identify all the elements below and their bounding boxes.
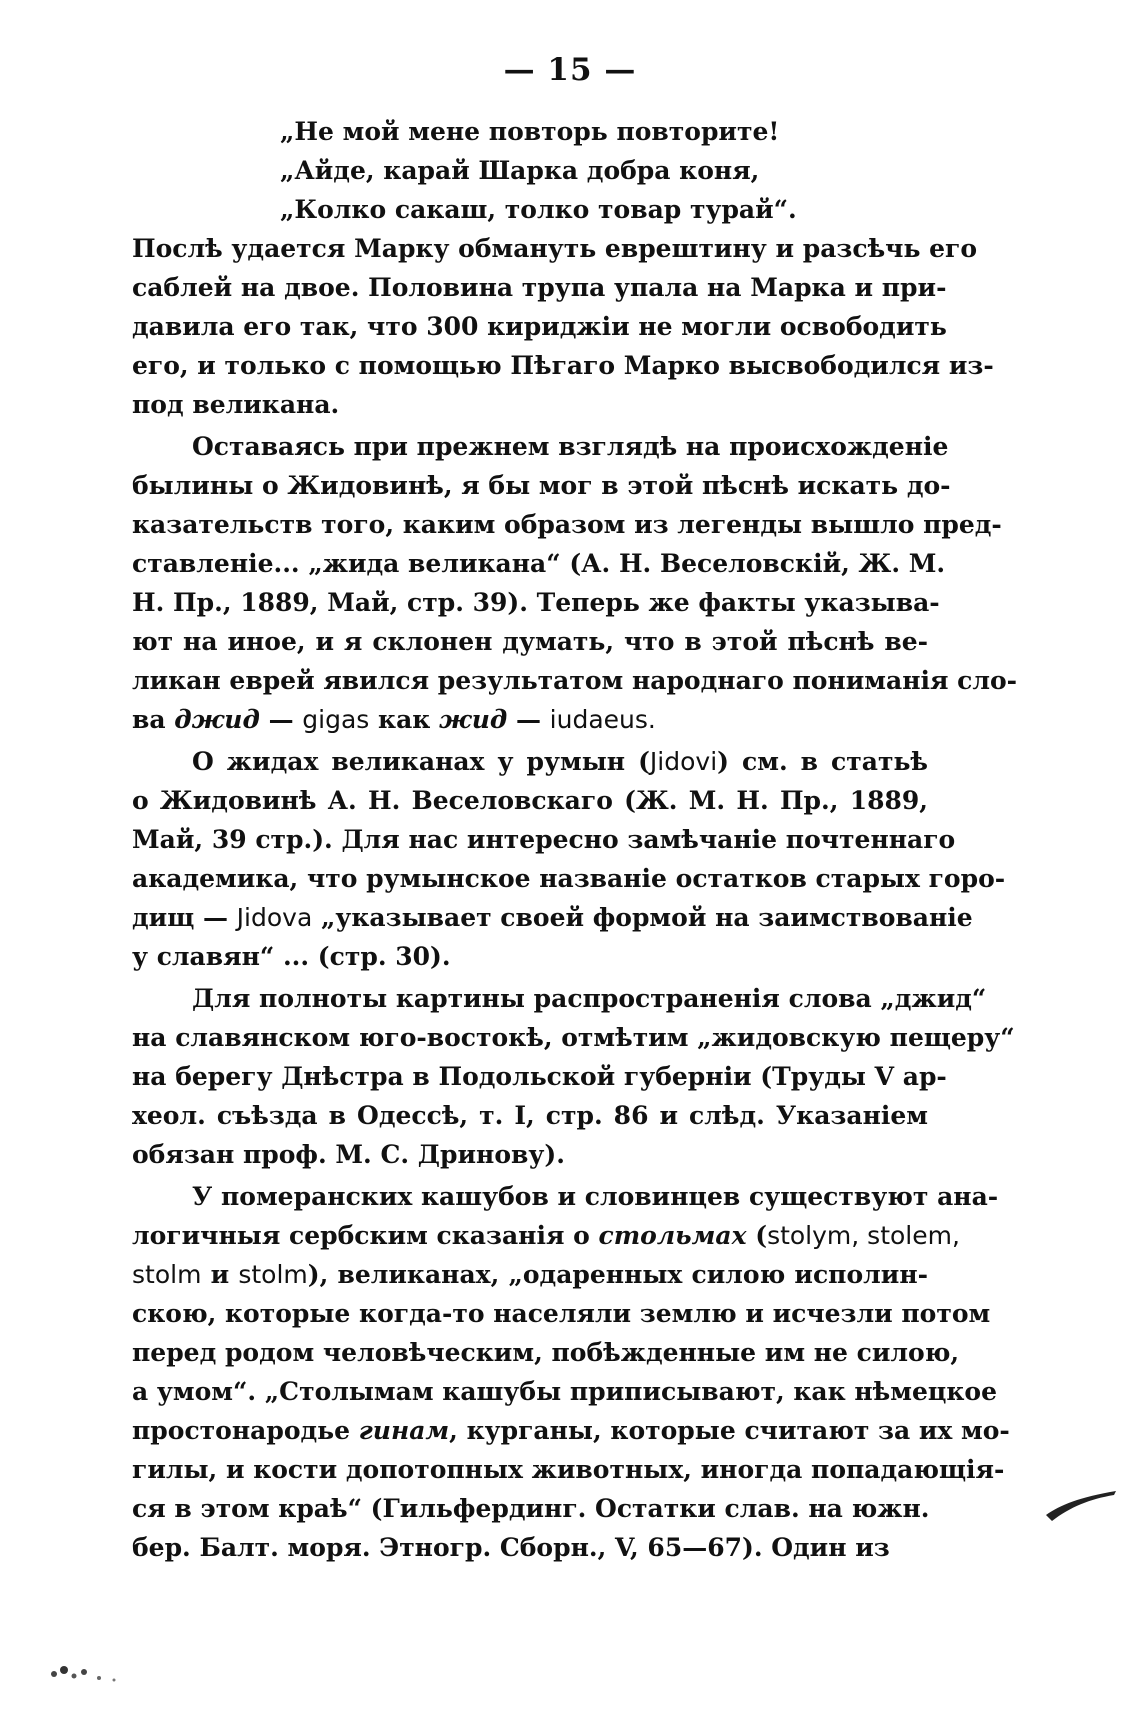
- paragraph-p5: [132, 1177, 1010, 1567]
- text-line: [132, 505, 1002, 544]
- text-line: [132, 979, 987, 1018]
- text-run: ва: [132, 705, 175, 734]
- text-run: ) см. в статьѣ: [717, 747, 928, 776]
- text-run: гилы, и кости допотопных животных, иногда попадающія-: [132, 1455, 1005, 1484]
- latin-term: Jidova: [236, 903, 313, 932]
- text-run: былины о Жидовинѣ, я бы мог в этой пѣснѣ искать до-: [132, 471, 951, 500]
- latin-term: iudaeus.: [549, 705, 656, 734]
- text-line: [132, 346, 994, 385]
- text-line: [132, 1216, 960, 1255]
- text-run: О жидах великанах у румын (: [192, 747, 650, 776]
- text-run: —: [259, 705, 303, 734]
- text-run: Май, 39 стр.). Для нас интересно замѣчаніе почтеннаго: [132, 825, 956, 854]
- text-run: ликан еврей явился результатом народнаго пониманія сло-: [132, 666, 1018, 695]
- text-run: обязан проф. М. С. Дринову).: [132, 1140, 565, 1169]
- text-run: а умом“. „Столымам кашубы приписывают, как нѣмецкое: [132, 1377, 997, 1406]
- text-line: [132, 307, 947, 346]
- text-line: [132, 1255, 928, 1294]
- text-line: [132, 1018, 1015, 1057]
- text-line: [132, 1372, 997, 1411]
- paragraph-p3: [132, 742, 1006, 976]
- text-line: [132, 1411, 1010, 1450]
- text-line: [132, 820, 956, 859]
- text-line: [132, 466, 951, 505]
- paragraph-p2: [132, 427, 1018, 739]
- text-run: хеол. съѣзда в Одессѣ, т. I, стр. 86 и слѣд. Указаніем: [132, 1101, 928, 1130]
- latin-term: Jidovi: [649, 747, 718, 776]
- text-run: на славянском юго-востокѣ, отмѣтим „жидовскую пещеру“: [132, 1023, 1015, 1052]
- text-run: Оставаясь при прежнем взглядѣ на происхожденіе: [192, 432, 949, 461]
- text-line: [132, 544, 946, 583]
- text-run: перед родом человѣческим, побѣжденные им не силою,: [132, 1338, 960, 1367]
- text-run: и: [201, 1260, 239, 1289]
- text-run: о Жидовинѣ А. Н. Веселовскаго (Ж. М. Н. Пр., 1889,: [132, 786, 928, 815]
- text-run: ставленіе... „жида великана“ (А. Н. Веселовскій, Ж. М.: [132, 549, 946, 578]
- text-line: [132, 1294, 991, 1333]
- text-run: у славян“ ... (стр. 30).: [132, 942, 451, 971]
- text-run: ся в этом краѣ“ (Гильфердинг. Остатки слав. на южн.: [132, 1494, 930, 1523]
- text-line: [132, 1333, 960, 1372]
- text-line: [132, 1057, 947, 1096]
- text-line: [132, 1528, 928, 1567]
- text-line: [132, 859, 1006, 898]
- page-body: [132, 112, 1018, 1567]
- text-run: на берегу Днѣстра в Подольской губерніи (Труды V ар-: [132, 1062, 947, 1091]
- italic-term: гинам: [358, 1416, 450, 1445]
- text-run: У померанских кашубов и словинцев существуют ана-: [192, 1182, 999, 1211]
- latin-term: gigas: [302, 705, 370, 734]
- text-line: [132, 1135, 928, 1174]
- text-line: [132, 661, 1018, 700]
- paragraph-p1: [132, 229, 994, 424]
- text-line: [132, 385, 928, 424]
- text-line: [132, 898, 973, 937]
- paragraph-p4: [132, 979, 1015, 1174]
- text-run: его, и только с помощью Пѣгаго Марко высвободился из-: [132, 351, 994, 380]
- text-line: [132, 781, 928, 820]
- text-run: логичныя сербским сказанія о: [132, 1221, 599, 1250]
- text-line: [132, 229, 978, 268]
- scan-speckle: [44, 1650, 144, 1690]
- text-run: скою, которые когда-то населяли землю и исчезли потом: [132, 1299, 991, 1328]
- page-number: — 15 —: [503, 52, 637, 88]
- text-run: академика, что румынское названіе остатков старых горо-: [132, 864, 1006, 893]
- text-line: [132, 1489, 928, 1528]
- text-run: бер. Балт. моря. Этногр. Сборн., V, 65—67). Один из: [132, 1533, 890, 1562]
- italic-term: стольмах: [598, 1221, 747, 1250]
- latin-term: stolm: [132, 1260, 202, 1289]
- text-run: под великана.: [132, 390, 340, 419]
- text-line: [132, 1177, 999, 1216]
- italic-term: джид: [174, 705, 260, 734]
- text-line: [132, 622, 928, 661]
- text-line: [132, 427, 949, 466]
- text-run: „указывает своей формой на заимствованіе: [312, 903, 973, 932]
- verse-line: „Не мой мене повторь повторите!: [280, 117, 780, 146]
- text-run: , курганы, которые считают за их мо-: [449, 1416, 1010, 1445]
- text-line: [132, 1096, 928, 1135]
- text-line: [132, 700, 928, 739]
- text-run: (: [746, 1221, 768, 1250]
- verse-line: „Айде, карай Шарка добра коня,: [280, 156, 760, 185]
- text-line: [132, 583, 940, 622]
- verse-line: „Колко сакаш, толко товар турай“.: [280, 195, 797, 224]
- text-run: Н. Пр., 1889, Май, стр. 39). Теперь же факты указыва-: [132, 588, 940, 617]
- verse-block: [132, 112, 928, 229]
- text-line: [132, 742, 928, 781]
- text-run: Послѣ удается Марку обмануть еврештину и разсѣчь его: [132, 234, 978, 263]
- text-run: давила его так, что 300 кириджіи не могли освободить: [132, 312, 947, 341]
- text-run: Для полноты картины распространенія слова „джид“: [192, 984, 987, 1013]
- text-run: дищ —: [132, 903, 237, 932]
- text-line: [132, 268, 947, 307]
- text-run: —: [507, 705, 550, 734]
- text-line: [132, 1450, 1005, 1489]
- text-run: саблей на двое. Половина трупа упала на Марка и при-: [132, 273, 947, 302]
- latin-term: stolm: [238, 1260, 308, 1289]
- italic-term: жид: [439, 705, 508, 734]
- text-run: простонародье: [132, 1416, 359, 1445]
- text-run: казательств того, каким образом из легенды вышло пред-: [132, 510, 1002, 539]
- text-run: как: [369, 705, 440, 734]
- text-run: ), великанах, „одаренных силою исполин-: [307, 1260, 928, 1289]
- text-run: ют на иное, и я склонен думать, что в этой пѣснѣ ве-: [132, 627, 928, 656]
- latin-term: stolym, stolem,: [767, 1221, 960, 1250]
- ink-smudge: [1040, 1485, 1120, 1525]
- paragraphs: [132, 229, 1018, 1567]
- text-line: [132, 937, 928, 976]
